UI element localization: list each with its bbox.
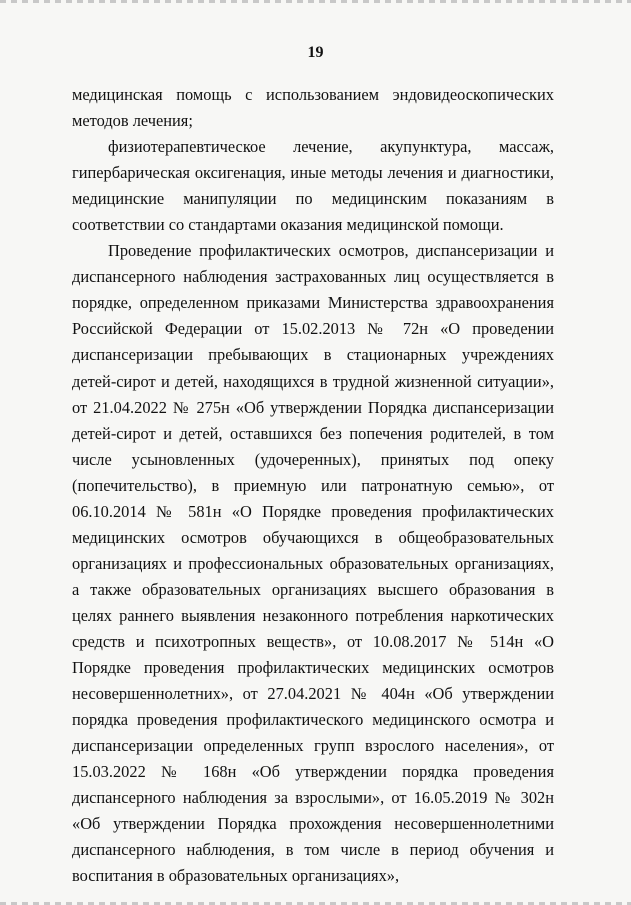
page-number: 19 [307, 44, 324, 61]
paragraph-endovideoscopic: медицинская помощь с использованием эндовидеоскопических методов лечения; [72, 85, 554, 131]
body-text [72, 82, 554, 889]
scan-edge-top [0, 0, 631, 3]
paragraph-preventive-exams: Проведение профилактических осмотров, диспансеризации и диспансерного наблюдения застрахованных лиц осуществляется в порядке, определенном приказами Министерства здравоохранения Российской Федерации от 15.02.2013 № 72н «О проведении диспансеризации пребывающих в стационарных учреждениях детей-сирот и детей, находящихся в трудной жизненной ситуации», от 21.04.2022 № 275н «Об утверждении Порядка диспансеризации детей-сирот и детей, оставшихся без попечения родителей, в том числе усыновленных (удочеренных), принятых под опеку (попечительство), в приемную или патронатную семью», от 06.10.2014 № 581н «О Порядке проведения профилактических медицинских осмотров обучающихся в общеобразовательных организациях и профессиональных образовательных организациях, а также образовательных организациях высшего образования в целях раннего выявления незаконного потребления наркотических средств и психотропных веществ», от 10.08.2017 № 514н «О Порядке проведения профилактических медицинских осмотров несовершеннолетних», от 27.04.2021 № 404н «Об утверждении порядка проведения профилактического медицинского осмотра и диспансеризации определенных групп взрослого населения», от 15.03.2022 № 168н «Об утверждении порядка проведения диспансерного наблюдения за взрослыми», от 16.05.2019 № 302н «Об утверждении Порядка прохождения несовершеннолетними диспансерного наблюдения, в том числе в период обучения и воспитания в образовательных организациях», [72, 241, 554, 886]
paragraph-physiotherapy: физиотерапевтическое лечение, акупунктура, массаж, гипербарическая оксигенация, иные методы лечения и диагностики, медицинские манипуляции по медицинским показаниям в соответствии со стандартами оказания медицинской помощи. [72, 137, 554, 235]
